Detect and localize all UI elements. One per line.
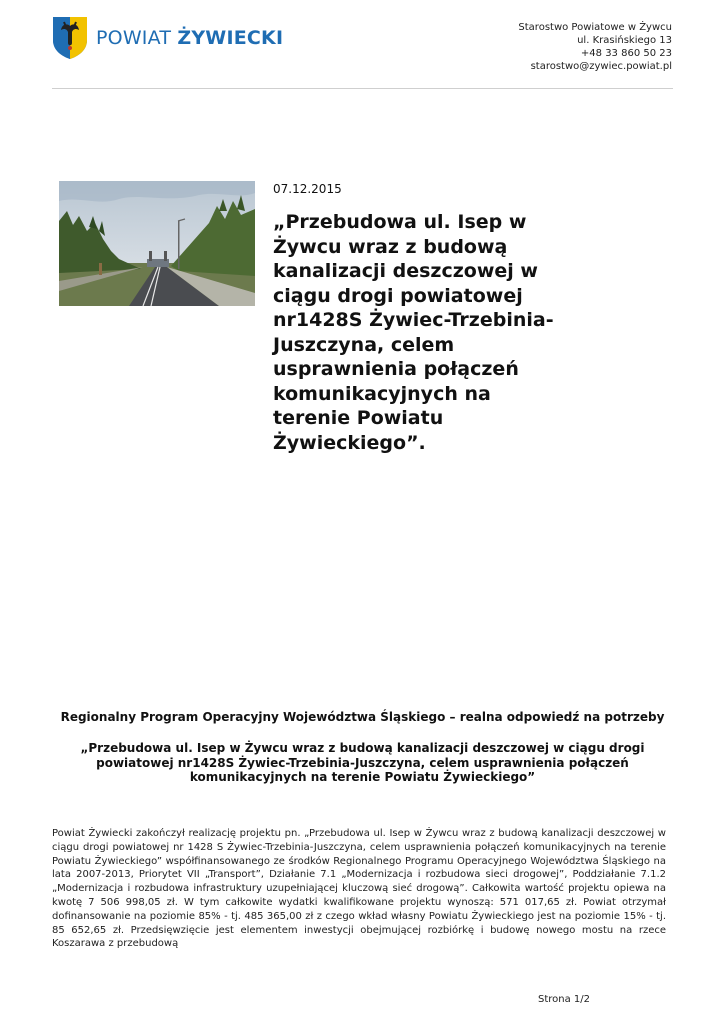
address-block — [518, 21, 672, 73]
address-line-email[interactable]: starostwo@zywiec.powiat.pl — [530, 61, 672, 72]
header-divider — [52, 88, 673, 89]
logo-text-regular: POWIAT — [96, 27, 178, 49]
address-line-office: Starostwo Powiatowe w Żywcu — [518, 22, 672, 33]
project-description: Powiat Żywiecki zakończył realizację projektu pn. „Przebudowa ul. Isep w Żywcu wraz z budową kanalizacji deszczowej w ciągu drogi powiatowej nr 1428 S Żywiec-Trzebinia-Juszczyna, celem usprawnienia połączeń komunikacyjnych na terenie Powiatu Żywieckiego” współfinansowanego ze środków Regionalnego Programu Operacyjnego Województwa Śląskiego na lata 2007-2013, Priorytet VII „Transport”, Działanie 7.1 „Modernizacja i rozbudowa sieci drogowej”, Poddziałanie 7.1.2 „Modernizacja i rozbudowa infrastruktury uzupełniającej kluczową sieć drogową”. Całkowita wartość projektu opiewa na kwotę 7 506 998,05 zł. W tym całkowite wydatki kwalifikowane projektu wynoszą: 571 017,65 zł. Powiat otrzymał dofinansowanie na poziomie 85% - tj. 485 365,00 zł z czego wkład własny Powiatu Żywieckiego jest na poziomie 15% - tj. 85 652,65 zł. Przedsięwzięcie jest elementem inwestycji obejmującej rozbiórkę i budowę nowego mostu na rzece Koszarawa z przebudową — [52, 828, 666, 950]
article-date: 07.12.2015 — [273, 182, 342, 196]
logo-text — [96, 27, 283, 49]
coat-of-arms-icon — [52, 16, 88, 60]
article-title: „Przebudowa ul. Isep w Żywcu wraz z budową kanalizacji deszczowej w ciągu drogi powiatowej nr1428S Żywiec-Trzebinia-Juszczyna, celem usprawnienia połączeń komunikacyjnych na terenie Powiatu Żywieckiego”. — [273, 211, 554, 454]
address-line-street: ul. Krasińskiego 13 — [577, 35, 672, 46]
article-photo — [59, 181, 255, 306]
logo-text-bold: ŻYWIECKI — [177, 27, 284, 49]
logo[interactable] — [52, 16, 283, 60]
program-heading: Regionalny Program Operacyjny Województwa Śląskiego – realna odpowiedź na potrzeby — [60, 710, 665, 724]
page-number: Strona 1/2 — [538, 994, 591, 1005]
address-line-phone: +48 33 860 50 23 — [580, 48, 672, 59]
project-title: „Przebudowa ul. Isep w Żywcu wraz z budową kanalizacji deszczowej w ciągu drogi powiatowej nr1428S Żywiec-Trzebinia-Juszczyna, celem usprawnienia połączeń komunikacyjnych na terenie Powiatu Żywieckiego” — [80, 741, 645, 784]
